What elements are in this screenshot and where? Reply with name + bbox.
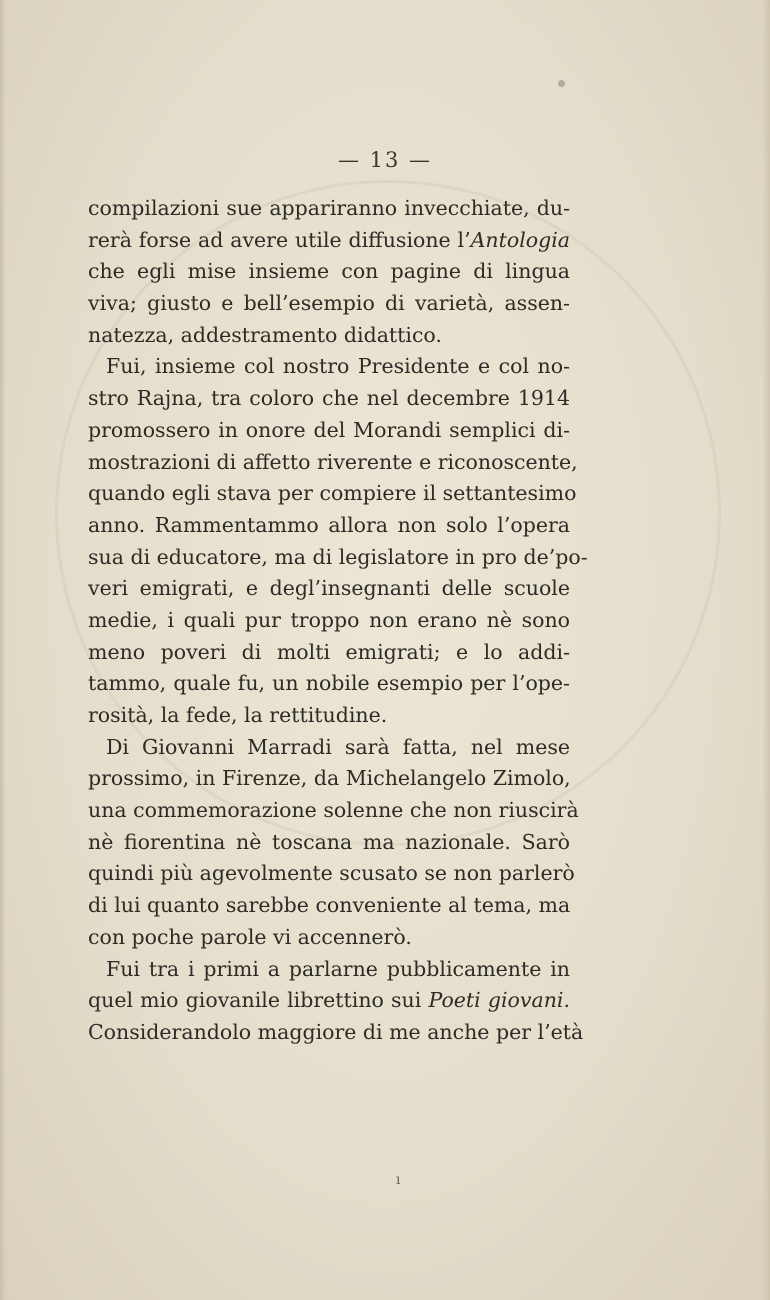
text-line: viva; giusto e bell’esempio di varietà, assen- bbox=[88, 291, 570, 316]
page-edge-left bbox=[0, 0, 6, 1300]
footer-mark: ı bbox=[396, 1172, 401, 1188]
text-line bbox=[88, 225, 570, 257]
text-line: rosità, la fede, la rettitudine. bbox=[88, 703, 388, 727]
text-line bbox=[88, 985, 570, 1017]
page-number: — 13 — bbox=[337, 148, 433, 172]
text-line: Fui tra i primi a parlarne pubblicamente in bbox=[106, 956, 570, 981]
text-line: Di Giovanni Marradi sarà fatta, nel mese bbox=[106, 734, 570, 759]
text-line: meno poveri di molti emigrati; e lo addi- bbox=[88, 639, 570, 664]
text-line: natezza, addestramento didattico. bbox=[88, 322, 442, 347]
text-line: sua di educatore, ma di legislatore in pro de’po- bbox=[88, 544, 588, 569]
text-line: stro Rajna, tra coloro che nel decembre 1914 bbox=[88, 386, 570, 411]
text-line: Considerandolo maggiore di me anche per l’età bbox=[88, 1019, 584, 1044]
ink-speck bbox=[558, 80, 565, 87]
paragraph-4 bbox=[88, 954, 584, 1049]
italic-title: Poeti giovani. bbox=[428, 988, 570, 1013]
text-line: medie, i quali pur troppo non erano nè sono bbox=[88, 607, 570, 632]
italic-title: Antologia bbox=[470, 227, 570, 252]
text-line: Fui, insieme col nostro Presidente e col no- bbox=[106, 354, 570, 379]
text-run: quel mio giovanile librettino sui bbox=[88, 988, 429, 1013]
text-line: nè fiorentina nè toscana ma nazionale. Sarò bbox=[88, 829, 570, 854]
paragraph-1 bbox=[88, 193, 570, 351]
paragraph-2 bbox=[88, 351, 588, 731]
paragraph-3 bbox=[88, 732, 579, 954]
text-line: quando egli stava per compiere il settantesimo bbox=[88, 481, 577, 506]
text-line: tammo, quale fu, un nobile esempio per l’ope- bbox=[88, 671, 570, 696]
text-line: di lui quanto sarebbe conveniente al tema, ma bbox=[88, 893, 571, 918]
text-line: compilazioni sue appariranno invecchiate, du- bbox=[88, 196, 570, 220]
text-line: che egli mise insieme con pagine di lingua bbox=[88, 259, 570, 284]
text-line: prossimo, in Firenze, da Michelangelo Zimolo, bbox=[88, 766, 571, 791]
text-line: quindi più agevolmente scusato se non parlerò bbox=[88, 861, 575, 886]
page-edge-right bbox=[762, 0, 770, 1300]
text-line: mostrazioni di affetto riverente e riconoscente, bbox=[88, 449, 578, 474]
text-line: anno. Rammentammo allora non solo l’opera bbox=[88, 512, 570, 537]
text-line: veri emigrati, e degl’insegnanti delle scuole bbox=[88, 576, 570, 601]
text-run: rerà forse ad avere utile diffusione l’ bbox=[88, 227, 471, 252]
text-line: una commemorazione solenne che non riuscirà bbox=[88, 798, 579, 823]
text-line: promossero in onore del Morandi semplici di- bbox=[88, 417, 570, 442]
text-line: con poche parole vi accennerò. bbox=[88, 924, 412, 949]
body-text bbox=[88, 193, 588, 1049]
